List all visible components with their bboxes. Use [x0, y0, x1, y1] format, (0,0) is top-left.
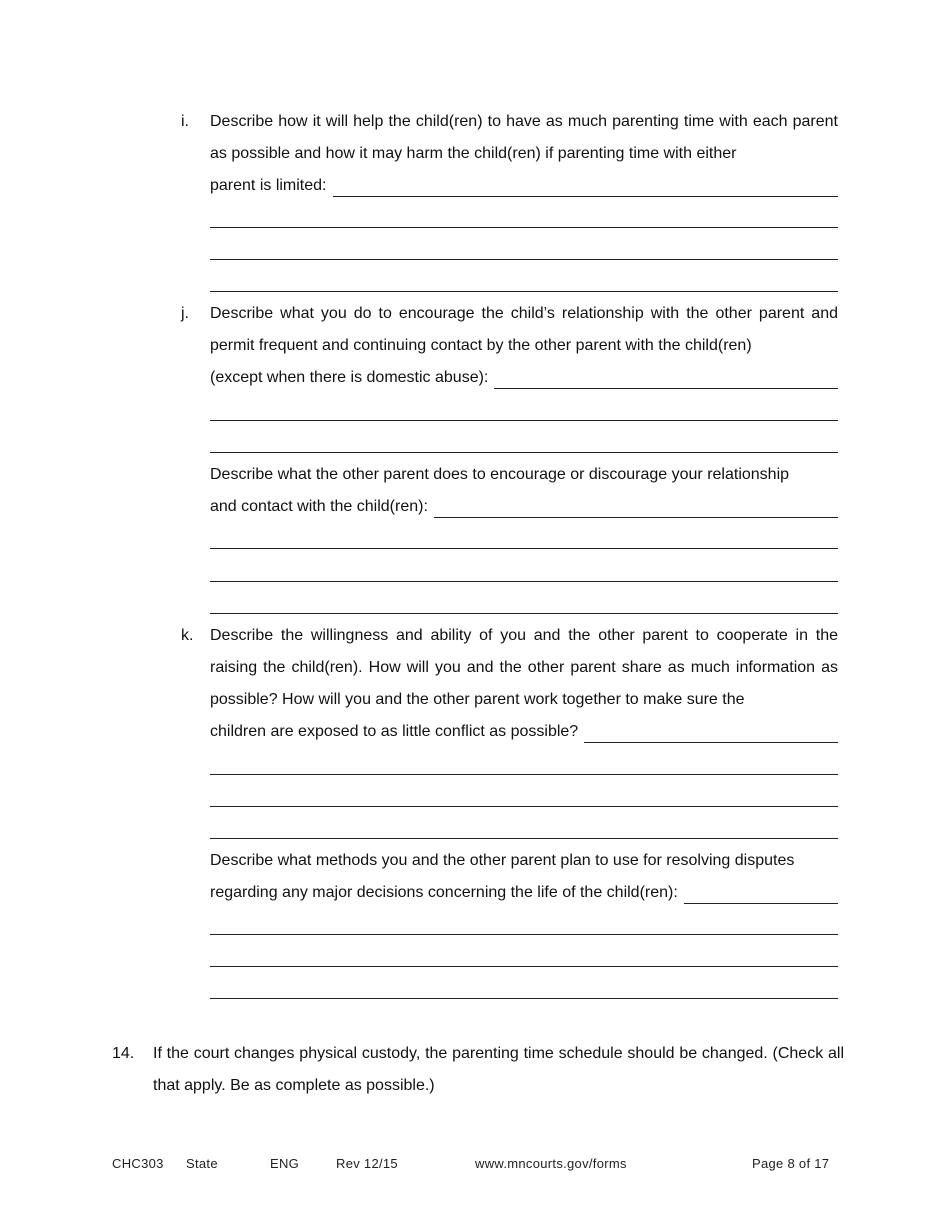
item-j-answer-line-3[interactable] — [210, 452, 838, 453]
item-j-sub-answer-line-3[interactable] — [210, 581, 838, 582]
item-j-lead: (except when there is domestic abuse): — [210, 369, 489, 386]
item-i-fill-line[interactable] — [333, 174, 839, 197]
item-i-marker: i. — [181, 113, 189, 130]
item-k-sub-fill-line[interactable] — [684, 881, 838, 904]
footer-language: ENG — [270, 1156, 300, 1171]
item-i-answer-line-3[interactable] — [210, 259, 838, 260]
item-j-answer-line-1[interactable] — [210, 362, 838, 394]
item-j-sub-lead: and contact with the child(ren): — [210, 498, 428, 515]
item-k-answer-line-2[interactable] — [210, 774, 838, 775]
item-j-sub-answer-line-1[interactable] — [210, 491, 838, 523]
item-j-sub-text: Describe what the other parent does to encourage or discourage your relationship — [210, 466, 790, 483]
item-k-text: Describe the willingness and ability of you and the other parent to cooperate in the raising the child(ren). How will you and the other parent share as much information as possible? How will you and the other parent work together to make sure the — [210, 627, 838, 708]
item-k-fill-line[interactable] — [584, 720, 838, 743]
item-k-sub-answer-line-1[interactable] — [210, 877, 838, 909]
item-j-sub-fill-line[interactable] — [434, 495, 838, 518]
item-j-question — [210, 298, 838, 394]
footer-website[interactable]: www.mncourts.gov/forms — [475, 1156, 627, 1171]
footer-form-code: CHC303 — [112, 1156, 164, 1171]
item-k-sub-answer-line-3[interactable] — [210, 966, 838, 967]
item-j-text: Describe what you do to encourage the child’s relationship with the other parent and permit frequent and continuing contact by the other parent with the child(ren) — [210, 305, 838, 354]
question-14-text: If the court changes physical custody, the parenting time schedule should be changed. (Check all that apply. Be as complete as possible.) — [153, 1045, 844, 1094]
item-k-answer-line-3[interactable] — [210, 806, 838, 807]
item-i-answer-line-2[interactable] — [210, 227, 838, 228]
item-i-lead: parent is limited: — [210, 177, 327, 194]
question-14-number: 14. — [112, 1045, 135, 1062]
item-i-question — [210, 106, 838, 202]
item-k-sub-question — [210, 845, 838, 909]
footer-revision: Rev 12/15 — [336, 1156, 398, 1171]
item-j-fill-line[interactable] — [494, 366, 838, 389]
item-k-answer-line-1[interactable] — [210, 716, 838, 748]
item-j-sub-answer-line-4[interactable] — [210, 613, 838, 614]
item-k-lead: children are exposed to as little conflict as possible? — [210, 723, 579, 740]
item-k-sub-text: Describe what methods you and the other parent plan to use for resolving disputes — [210, 852, 795, 869]
item-i-answer-line-1[interactable] — [210, 170, 838, 202]
item-k-sub-answer-line-2[interactable] — [210, 934, 838, 935]
footer-jurisdiction: State — [186, 1156, 218, 1171]
item-i-text: Describe how it will help the child(ren) to have as much parenting time with each parent as possible and how it may harm the child(ren) if parenting time with either — [210, 113, 838, 162]
item-j-marker: j. — [181, 305, 189, 322]
item-k-answer-line-4[interactable] — [210, 838, 838, 839]
item-j-answer-line-2[interactable] — [210, 420, 838, 421]
item-i-answer-line-4[interactable] — [210, 291, 838, 292]
item-j-sub-answer-line-2[interactable] — [210, 548, 838, 549]
item-k-question — [210, 620, 838, 748]
item-j-sub-question — [210, 459, 838, 523]
item-k-sub-answer-line-4[interactable] — [210, 998, 838, 999]
item-k-marker: k. — [181, 627, 194, 644]
item-k-sub-lead: regarding any major decisions concerning the life of the child(ren): — [210, 884, 678, 901]
footer-page-number: Page 8 of 17 — [752, 1156, 830, 1171]
